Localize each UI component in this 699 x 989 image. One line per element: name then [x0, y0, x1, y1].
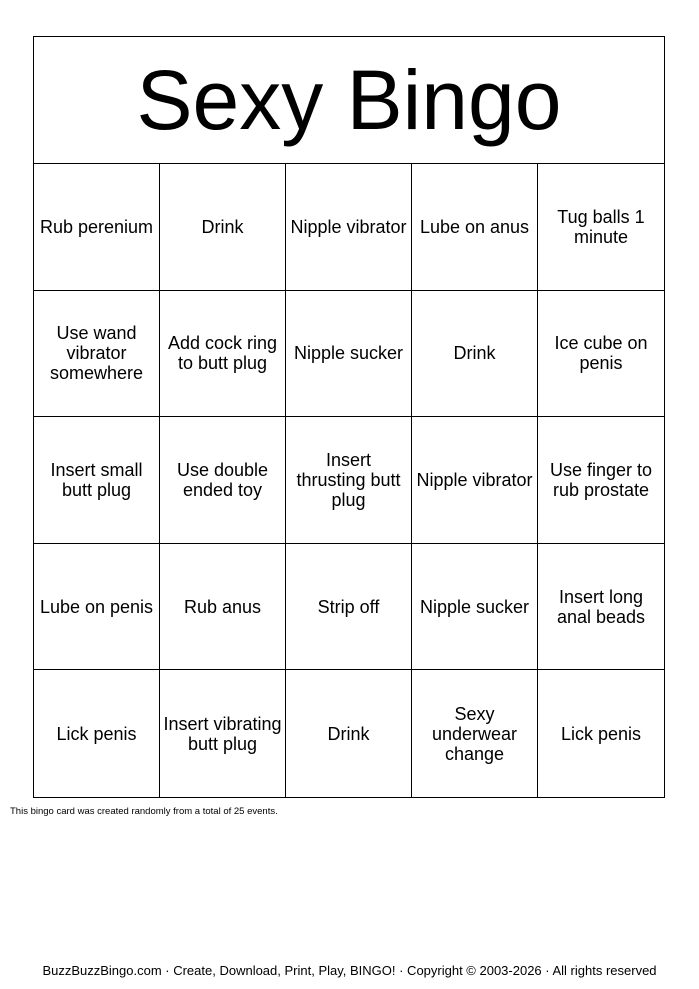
- bingo-cell: Drink: [160, 164, 286, 291]
- bingo-cell: Insert small butt plug: [34, 417, 160, 544]
- bingo-cell: Insert vibrating butt plug: [160, 670, 286, 797]
- bingo-card: [33, 36, 665, 798]
- bingo-cell: Lube on penis: [34, 544, 160, 671]
- bingo-cell: Rub anus: [160, 544, 286, 671]
- bingo-cell: Drink: [412, 291, 538, 418]
- bingo-cell: Insert thrusting butt plug: [286, 417, 412, 544]
- bingo-cell: Lick penis: [34, 670, 160, 797]
- bingo-cell: Strip off: [286, 544, 412, 671]
- bingo-cell: Nipple vibrator: [412, 417, 538, 544]
- bingo-cell: Rub perenium: [34, 164, 160, 291]
- bingo-cell: Insert long anal beads: [538, 544, 664, 671]
- random-events-note: This bingo card was created randomly from a total of 25 events.: [10, 806, 278, 817]
- bingo-cell: Nipple sucker: [286, 291, 412, 418]
- bingo-cell: Lick penis: [560, 723, 642, 744]
- bingo-cell: Nipple sucker: [412, 544, 538, 671]
- bingo-cell: Drink: [286, 670, 412, 797]
- bingo-cell: Add cock ring to butt plug: [160, 291, 286, 418]
- bingo-cell: Ice cube on penis: [538, 291, 664, 418]
- bingo-cell: Nipple vibrator: [286, 164, 412, 291]
- bingo-grid: [34, 164, 664, 797]
- bingo-cell: Use wand vibrator somewhere: [34, 291, 160, 418]
- bingo-cell: Sexy underwear change: [412, 670, 538, 797]
- bingo-cell: Use double ended toy: [160, 417, 286, 544]
- card-title: Sexy Bingo: [34, 37, 664, 164]
- bingo-cell: Lube on anus: [412, 164, 538, 291]
- page-footer: BuzzBuzzBingo.com · Create, Download, Print, Play, BINGO! · Copyright © 2003-2026 · All rights reserved: [42, 963, 657, 978]
- bingo-cell: Use finger to rub prostate: [538, 417, 664, 544]
- bingo-cell: Tug balls 1 minute: [538, 164, 664, 291]
